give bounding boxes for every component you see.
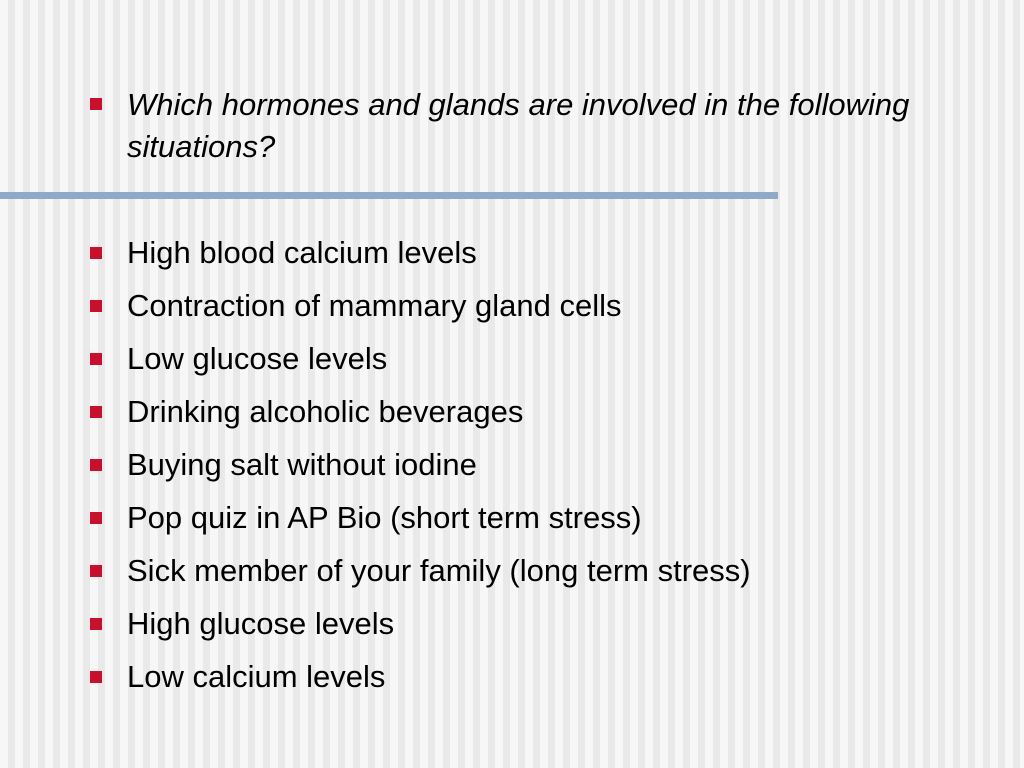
red-square-bullet-icon <box>90 618 102 630</box>
title-divider <box>0 192 778 199</box>
red-square-bullet-icon <box>90 565 102 577</box>
list-item <box>90 544 751 597</box>
red-square-bullet-icon <box>90 512 102 524</box>
red-square-bullet-icon <box>90 353 102 365</box>
list-item-text: High glucose levels <box>127 605 395 641</box>
list-item-text: Contraction of mammary gland cells <box>127 287 622 323</box>
list-item-text: Buying salt without iodine <box>127 446 477 482</box>
list-item-text: High blood calcium levels <box>127 234 477 270</box>
red-square-bullet-icon <box>90 98 102 110</box>
slide-title: Which hormones and glands are involved in the following situations? <box>127 87 910 164</box>
list-item <box>90 491 751 544</box>
title-block <box>90 84 910 168</box>
list-item-text: Low glucose levels <box>127 340 388 376</box>
red-square-bullet-icon <box>90 300 102 312</box>
list-item <box>90 332 751 385</box>
list-item-text: Low calcium levels <box>127 658 386 694</box>
list-item <box>90 279 751 332</box>
bullet-list <box>90 226 751 703</box>
list-item-text: Drinking alcoholic beverages <box>127 393 524 429</box>
title-row <box>90 84 910 168</box>
list-item <box>90 650 751 703</box>
list-item <box>90 438 751 491</box>
list-item-text: Pop quiz in AP Bio (short term stress) <box>127 499 642 535</box>
red-square-bullet-icon <box>90 247 102 259</box>
list-item <box>90 385 751 438</box>
list-item <box>90 597 751 650</box>
list-item-text: Sick member of your family (long term stress) <box>127 552 751 588</box>
red-square-bullet-icon <box>90 406 102 418</box>
list-item <box>90 226 751 279</box>
red-square-bullet-icon <box>90 671 102 683</box>
red-square-bullet-icon <box>90 459 102 471</box>
